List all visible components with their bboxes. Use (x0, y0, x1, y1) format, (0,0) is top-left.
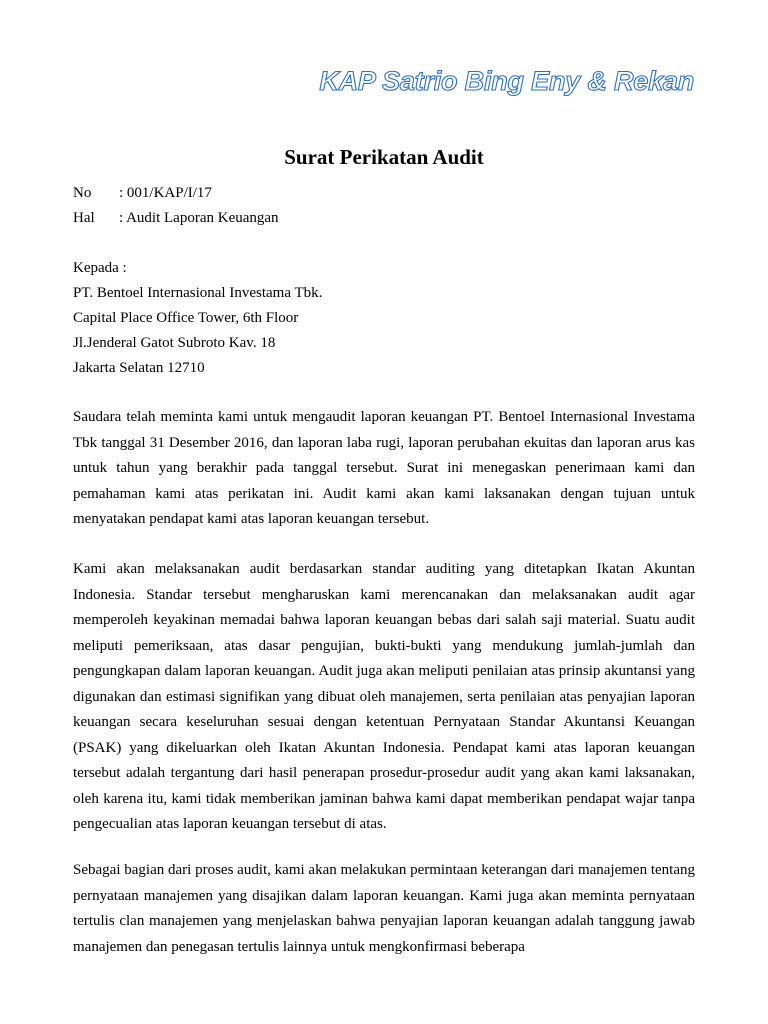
address-line-salutation: Kepada : (73, 260, 127, 276)
address-line-building: Capital Place Office Tower, 6th Floor (73, 310, 299, 326)
meta-value: : 001/KAP/I/17 (119, 185, 212, 201)
firm-logo: KAP Satrio Bing Eny & Rekan (319, 66, 694, 96)
meta-row-subject (73, 206, 279, 231)
meta-row-number (73, 181, 279, 206)
body-paragraph-1: Saudara telah meminta kami untuk mengaudit laporan keuangan PT. Bentoel Internasional Investama Tbk tanggal 31 Desember 2016, dan laporan laba rugi, laporan perubahan ekuitas dan laporan arus kas untuk tahun yang berakhir pada tanggal tersebut. Surat ini menegaskan penerimaan kami dan pemahaman kami atas perikatan ini. Audit kami akan kami laksanakan dengan tujuan untuk menyatakan pendapat kami atas laporan keuangan tersebut. (73, 409, 695, 527)
meta-key: Hal (73, 210, 95, 226)
meta-value: : Audit Laporan Keuangan (119, 210, 279, 226)
address-line-street: Jl.Jenderal Gatot Subroto Kav. 18 (73, 335, 276, 351)
recipient-address (73, 256, 322, 381)
page-title: Surat Perikatan Audit (284, 145, 484, 169)
address-line-city: Jakarta Selatan 12710 (73, 360, 205, 376)
meta-key: No (73, 185, 92, 201)
address-line-company: PT. Bentoel Internasional Investama Tbk. (73, 285, 323, 301)
body-paragraph-2: Kami akan melaksanakan audit berdasarkan standar auditing yang ditetapkan Ikatan Akuntan Indonesia. Standar tersebut mengharuskan kami merencanakan dan melaksanakan audit agar memperoleh keyakinan memadai bahwa laporan keuangan bebas dari salah saji material. Suatu audit meliputi pemeriksaan, atas dasar pengujian, bukti-bukti yang mendukung jumlah-jumlah dan pengungkapan dalam laporan keuangan. Audit juga akan meliputi penilaian atas prinsip akuntansi yang digunakan dan estimasi signifikan yang dibuat oleh manajemen, serta penilaian atas penyajian laporan keuangan secara keseluruhan sesuai dengan ketentuan Pernyataan Standar Akuntansi Keuangan (PSAK) yang dikeluarkan oleh Ikatan Akuntan Indonesia. Pendapat kami atas laporan keuangan tersebut adalah tergantung dari hasil penerapan prosedur-prosedur audit yang akan kami laksanakan, oleh karena itu, kami tidak memberikan jaminan bahwa kami dapat memberikan pendapat wajar tanpa pengecualian atas laporan keuangan tersebut di atas. (73, 561, 695, 832)
letter-meta (73, 181, 279, 231)
body-paragraph-3: Sebagai bagian dari proses audit, kami akan melakukan permintaan keterangan dari manajemen tentang pernyataan manajemen yang disajikan dalam laporan keuangan. Kami juga akan meminta pernyataan tertulis clan manajemen yang menjelaskan bahwa penyajian laporan keuangan adalah tanggung jawab manajemen dan penegasan tertulis lainnya untuk mengkonfirmasi beberapa (73, 862, 695, 955)
